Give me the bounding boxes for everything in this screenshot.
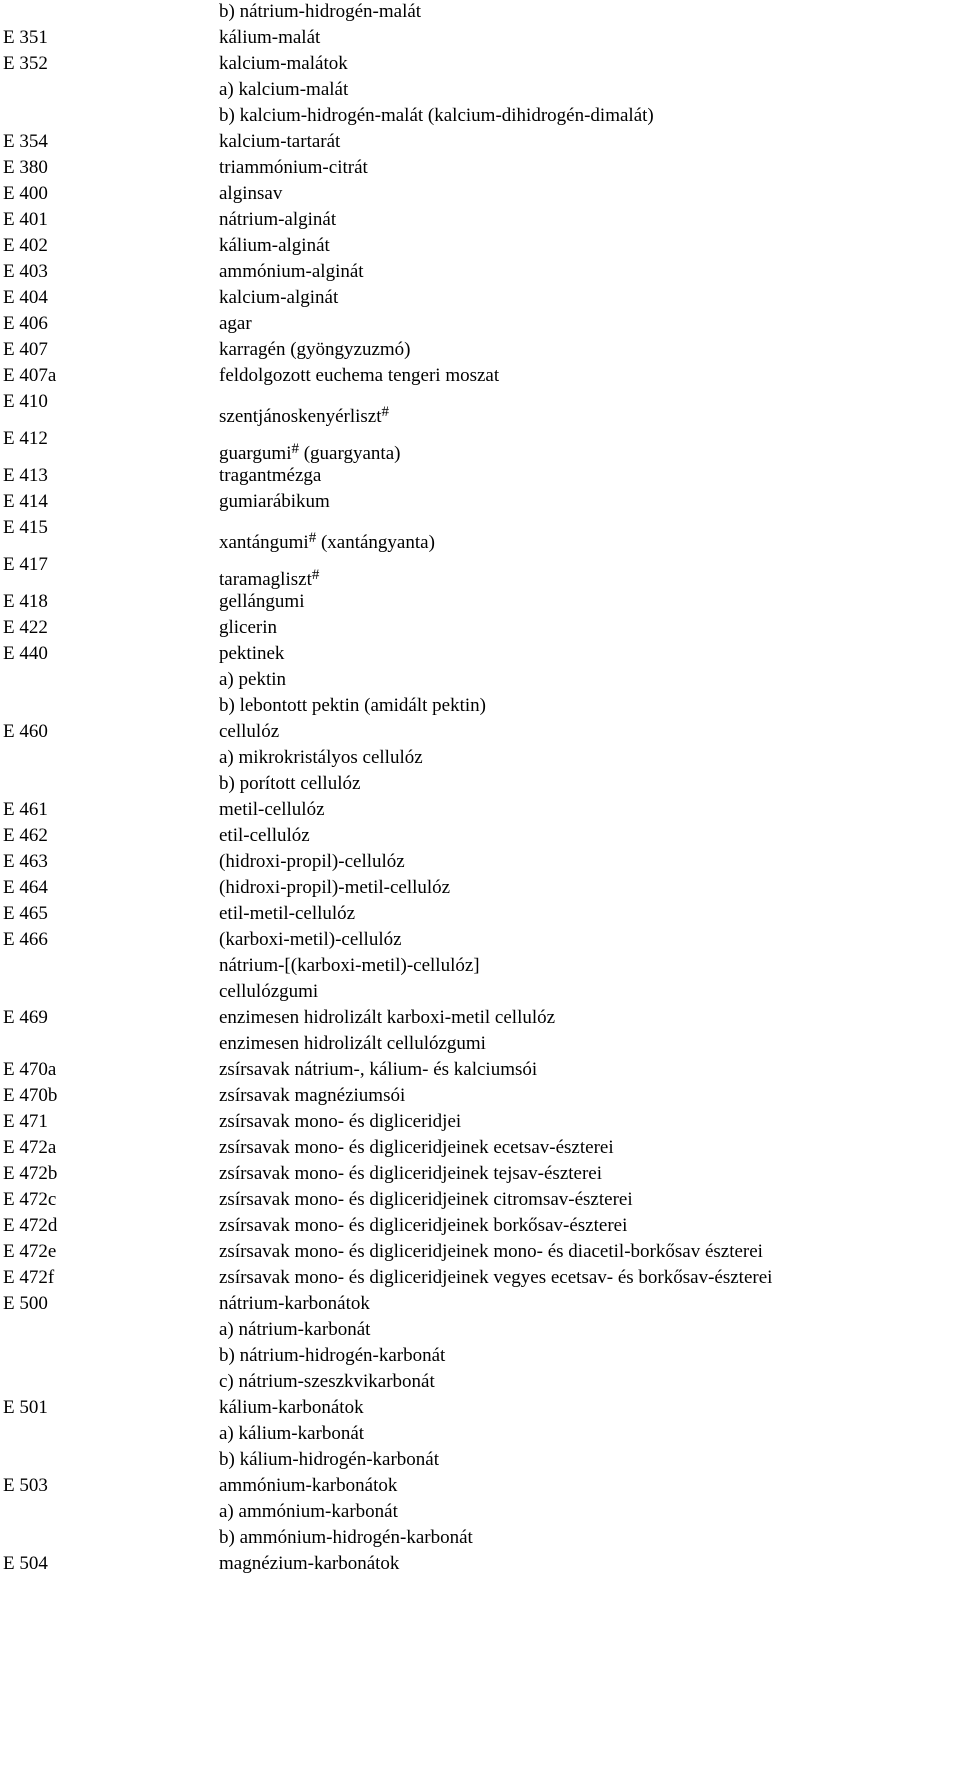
- additive-name: [219, 824, 310, 848]
- list-item: [0, 1162, 960, 1188]
- e-number: E 352: [3, 53, 48, 74]
- list-item: [0, 1214, 960, 1240]
- e-number: E 422: [3, 617, 48, 638]
- list-item: [0, 1188, 960, 1214]
- list-item: [0, 1292, 960, 1318]
- e-number: E 402: [3, 235, 48, 256]
- e-number: E 469: [3, 1007, 48, 1028]
- additive-name-text: a) pektin: [219, 669, 287, 690]
- additive-name-text: ammónium-karbonátok: [219, 1475, 398, 1496]
- e-number: E 470a: [3, 1059, 57, 1080]
- e-number: E 440: [3, 643, 48, 664]
- additive-name: [219, 0, 421, 24]
- additive-name-text: zsírsavak mono- és digliceridjeinek citromsav-észterei: [219, 1189, 633, 1210]
- e-number: E 407a: [3, 365, 57, 386]
- list-item: [0, 338, 960, 364]
- additive-name: [219, 1214, 627, 1238]
- e-number: E 407: [3, 339, 48, 360]
- additive-name-text: tragantmézga: [219, 465, 322, 486]
- additive-name: [219, 798, 325, 822]
- list-item: [0, 824, 960, 850]
- additive-name-text: kálium-malát: [219, 27, 321, 48]
- additive-name: [219, 850, 405, 874]
- additive-name: [219, 1370, 435, 1394]
- additive-name: [219, 156, 368, 180]
- additive-name-text: alginsav: [219, 183, 283, 204]
- e-number: E 460: [3, 721, 48, 742]
- additive-name: [219, 694, 486, 718]
- additive-name: [219, 590, 304, 614]
- additive-name: [219, 78, 348, 102]
- additive-name-text: nátrium-karbonátok: [219, 1293, 370, 1314]
- e-number: E 465: [3, 903, 48, 924]
- e-number: E 466: [3, 929, 48, 950]
- list-item: [0, 130, 960, 156]
- list-item: [0, 590, 960, 616]
- e-number: E 470b: [3, 1085, 58, 1106]
- e-number: E 400: [3, 183, 48, 204]
- list-item: [0, 1552, 960, 1578]
- additive-name: [219, 1058, 537, 1082]
- additive-name: [219, 260, 364, 284]
- additive-name: [219, 364, 499, 388]
- list-item: [0, 850, 960, 876]
- additive-name-text: szentjánoskenyérliszt: [219, 406, 382, 427]
- e-number: E 351: [3, 27, 48, 48]
- additive-name-text: etil-cellulóz: [219, 825, 310, 846]
- list-item: [0, 1370, 960, 1396]
- additive-name: [219, 1162, 602, 1186]
- e-number: E 404: [3, 287, 48, 308]
- additive-name-text: xantángumi: [219, 532, 309, 553]
- additive-name: [219, 1422, 364, 1446]
- list-item: [0, 553, 960, 590]
- e-number: E 418: [3, 591, 48, 612]
- additive-name: [219, 1240, 763, 1264]
- list-item: [0, 616, 960, 642]
- e-number: E 472a: [3, 1137, 57, 1158]
- list-item: [0, 1266, 960, 1292]
- list-item: [0, 1084, 960, 1110]
- additive-name: [219, 928, 402, 952]
- list-item: [0, 286, 960, 312]
- additive-name: [219, 980, 318, 1004]
- additive-name-text: b) nátrium-hidrogén-malát: [219, 1, 422, 22]
- additive-name: [219, 52, 348, 76]
- additive-name-text: taramagliszt: [219, 569, 312, 590]
- additive-name-text: a) kálium-karbonát: [219, 1423, 365, 1444]
- additive-name: [219, 104, 654, 128]
- additive-name-text: cellulózgumi: [219, 981, 319, 1002]
- list-item: [0, 78, 960, 104]
- list-item: [0, 928, 960, 954]
- e-number: E 504: [3, 1553, 48, 1574]
- additive-name: [219, 490, 330, 514]
- additive-name: [219, 1526, 473, 1550]
- additive-name-text: b) porított cellulóz: [219, 773, 361, 794]
- additive-name: [219, 642, 284, 666]
- additive-name: [219, 234, 330, 258]
- e-number: E 403: [3, 261, 48, 282]
- e-number: E 472b: [3, 1163, 58, 1184]
- additive-name-text: a) nátrium-karbonát: [219, 1319, 371, 1340]
- additive-name-text: a) kalcium-malát: [219, 79, 349, 100]
- e-number: E 472e: [3, 1241, 57, 1262]
- additive-name: [219, 1500, 398, 1524]
- list-item: [0, 720, 960, 746]
- e-number: E 472d: [3, 1215, 58, 1236]
- additive-name-text: zsírsavak mono- és digliceridjeinek borkősav-észterei: [219, 1215, 628, 1236]
- list-item: [0, 876, 960, 902]
- additive-name: [219, 26, 320, 50]
- list-item: [0, 1058, 960, 1084]
- list-item: [0, 668, 960, 694]
- additive-name-text: kalcium-tartarát: [219, 131, 341, 152]
- additive-name: [219, 876, 450, 900]
- additive-name: [219, 1110, 461, 1134]
- additive-name-text: metil-cellulóz: [219, 799, 325, 820]
- e-number: E 472f: [3, 1267, 55, 1288]
- list-item: [0, 26, 960, 52]
- list-item: [0, 208, 960, 234]
- additive-name-text: glicerin: [219, 617, 278, 638]
- list-item: [0, 1344, 960, 1370]
- additive-name: [219, 338, 411, 362]
- e-number: E 503: [3, 1475, 48, 1496]
- e-number: E 410: [3, 391, 48, 412]
- additive-name-text: zsírsavak nátrium-, kálium- és kalciumsói: [219, 1059, 538, 1080]
- list-item: [0, 1500, 960, 1526]
- e-number: E 415: [3, 517, 48, 538]
- additive-name-text: zsírsavak mono- és digliceridjei: [219, 1111, 462, 1132]
- list-item: [0, 1474, 960, 1500]
- e-number: E 501: [3, 1397, 48, 1418]
- e-number: E 464: [3, 877, 48, 898]
- additive-name-text: zsírsavak mono- és digliceridjeinek mono- és diacetil-borkősav észterei: [219, 1241, 763, 1262]
- additive-name-text: (hidroxi-propil)-metil-cellulóz: [219, 877, 451, 898]
- additive-name-text: magnézium-karbonátok: [219, 1553, 400, 1574]
- additive-name-text: (karboxi-metil)-cellulóz: [219, 929, 402, 950]
- e-number: E 380: [3, 157, 48, 178]
- additive-name: [219, 1552, 399, 1576]
- list-item: [0, 642, 960, 668]
- list-item: [0, 1006, 960, 1032]
- additive-name-text: triammónium-citrát: [219, 157, 368, 178]
- e-number: E 406: [3, 313, 48, 334]
- additive-name: [219, 286, 338, 310]
- additive-name-text: ammónium-alginát: [219, 261, 364, 282]
- e-number: E 471: [3, 1111, 48, 1132]
- additive-name: [219, 1188, 633, 1212]
- additive-name-text: zsírsavak magnéziumsói: [219, 1085, 406, 1106]
- additive-name-text: gumiarábikum: [219, 491, 330, 512]
- list-item: [0, 390, 960, 427]
- additive-name-text: enzimesen hidrolizált karboxi-metil cellulóz: [219, 1007, 556, 1028]
- list-item: [0, 1448, 960, 1474]
- additive-name: [219, 1292, 370, 1316]
- additive-name: [219, 1032, 486, 1056]
- additive-name-text: nátrium-[(karboxi-metil)-cellulóz]: [219, 955, 480, 976]
- list-item: [0, 156, 960, 182]
- additive-name: [219, 464, 321, 488]
- additive-name-text: gellángumi: [219, 591, 305, 612]
- additive-name: [219, 1448, 439, 1472]
- list-item: [0, 746, 960, 772]
- additive-name: [219, 182, 282, 206]
- additive-name: [219, 1084, 405, 1108]
- additive-name-text: b) kalcium-hidrogén-malát (kalcium-dihidrogén-dimalát): [219, 105, 654, 126]
- additive-name: [219, 312, 252, 336]
- list-item: [0, 52, 960, 78]
- additive-name-text: (hidroxi-propil)-cellulóz: [219, 851, 405, 872]
- additive-name-suffix: (xantángyanta): [316, 532, 435, 553]
- additive-name-text: a) ammónium-karbonát: [219, 1501, 398, 1522]
- list-item: [0, 427, 960, 464]
- list-item: [0, 954, 960, 980]
- additive-name-text: b) ammónium-hidrogén-karbonát: [219, 1527, 473, 1548]
- additive-name-text: kálium-karbonátok: [219, 1397, 364, 1418]
- e-number: E 500: [3, 1293, 48, 1314]
- additive-name: [219, 772, 360, 796]
- additive-name-text: karragén (gyöngyzuzmó): [219, 339, 411, 360]
- additive-name-text: guargumi: [219, 443, 292, 464]
- additive-name-text: kalcium-malátok: [219, 53, 348, 74]
- footnote-mark: #: [308, 530, 317, 546]
- list-item: [0, 798, 960, 824]
- e-number: E 462: [3, 825, 48, 846]
- additive-name: [219, 1344, 445, 1368]
- additive-name-text: nátrium-alginát: [219, 209, 337, 230]
- e-number: E 401: [3, 209, 48, 230]
- list-item: [0, 104, 960, 130]
- list-item: [0, 772, 960, 798]
- additive-name-text: enzimesen hidrolizált cellulózgumi: [219, 1033, 486, 1054]
- list-item: [0, 1110, 960, 1136]
- additive-name-text: etil-metil-cellulóz: [219, 903, 356, 924]
- additive-name-text: zsírsavak mono- és digliceridjeinek ecetsav-észterei: [219, 1137, 614, 1158]
- e-number: E 463: [3, 851, 48, 872]
- e-number: E 354: [3, 131, 48, 152]
- additive-name-text: kálium-alginát: [219, 235, 330, 256]
- list-item: [0, 1032, 960, 1058]
- list-item: [0, 0, 960, 26]
- list-item: [0, 260, 960, 286]
- additive-name-text: pektinek: [219, 643, 285, 664]
- footnote-mark: #: [311, 567, 320, 583]
- list-item: [0, 1422, 960, 1448]
- additive-name-text: b) lebontott pektin (amidált pektin): [219, 695, 486, 716]
- list-item: [0, 1136, 960, 1162]
- list-item: [0, 1526, 960, 1552]
- footnote-mark: #: [381, 404, 390, 420]
- list-item: [0, 1318, 960, 1344]
- footnote-mark: #: [291, 441, 299, 457]
- list-item: [0, 516, 960, 553]
- additive-name-text: b) kálium-hidrogén-karbonát: [219, 1449, 440, 1470]
- additive-name-text: b) nátrium-hidrogén-karbonát: [219, 1345, 446, 1366]
- additive-name-text: zsírsavak mono- és digliceridjeinek vegyes ecetsav- és borkősav-észterei: [219, 1267, 773, 1288]
- list-item: [0, 902, 960, 928]
- list-item: [0, 694, 960, 720]
- additive-name: [219, 902, 355, 926]
- e-number: E 417: [3, 554, 48, 575]
- additive-name: [219, 1006, 555, 1030]
- additive-name: [219, 1266, 772, 1290]
- additive-name: [219, 208, 336, 232]
- list-item: [0, 182, 960, 208]
- additive-name: [219, 1136, 614, 1160]
- additive-name-text: c) nátrium-szeszkvikarbonát: [219, 1371, 435, 1392]
- additive-name: [219, 130, 340, 154]
- additive-name: [219, 616, 277, 640]
- list-item: [0, 490, 960, 516]
- additive-name: [219, 1396, 364, 1420]
- additive-name: [219, 668, 286, 692]
- e-number: E 412: [3, 428, 48, 449]
- e-number: E 461: [3, 799, 48, 820]
- list-item: [0, 1240, 960, 1266]
- list-item: [0, 234, 960, 260]
- additive-name-text: zsírsavak mono- és digliceridjeinek tejsav-észterei: [219, 1163, 603, 1184]
- additive-name-text: feldolgozott euchema tengeri moszat: [219, 365, 500, 386]
- additive-name-suffix: (guargyanta): [298, 443, 401, 464]
- additive-name-text: cellulóz: [219, 721, 280, 742]
- list-item: [0, 364, 960, 390]
- e-number: E 413: [3, 465, 48, 486]
- additive-name: [219, 720, 279, 744]
- additive-name-text: kalcium-alginát: [219, 287, 339, 308]
- e-number: E 472c: [3, 1189, 57, 1210]
- additive-name-text: a) mikrokristályos cellulóz: [219, 747, 423, 768]
- list-item: [0, 1396, 960, 1422]
- list-item: [0, 980, 960, 1006]
- additive-name: [219, 1474, 397, 1498]
- e-number: E 414: [3, 491, 48, 512]
- additive-name: [219, 1318, 370, 1342]
- list-item: [0, 312, 960, 338]
- list-item: [0, 464, 960, 490]
- additive-name: [219, 954, 480, 978]
- additive-name: [219, 746, 423, 770]
- additive-name-text: agar: [219, 313, 252, 334]
